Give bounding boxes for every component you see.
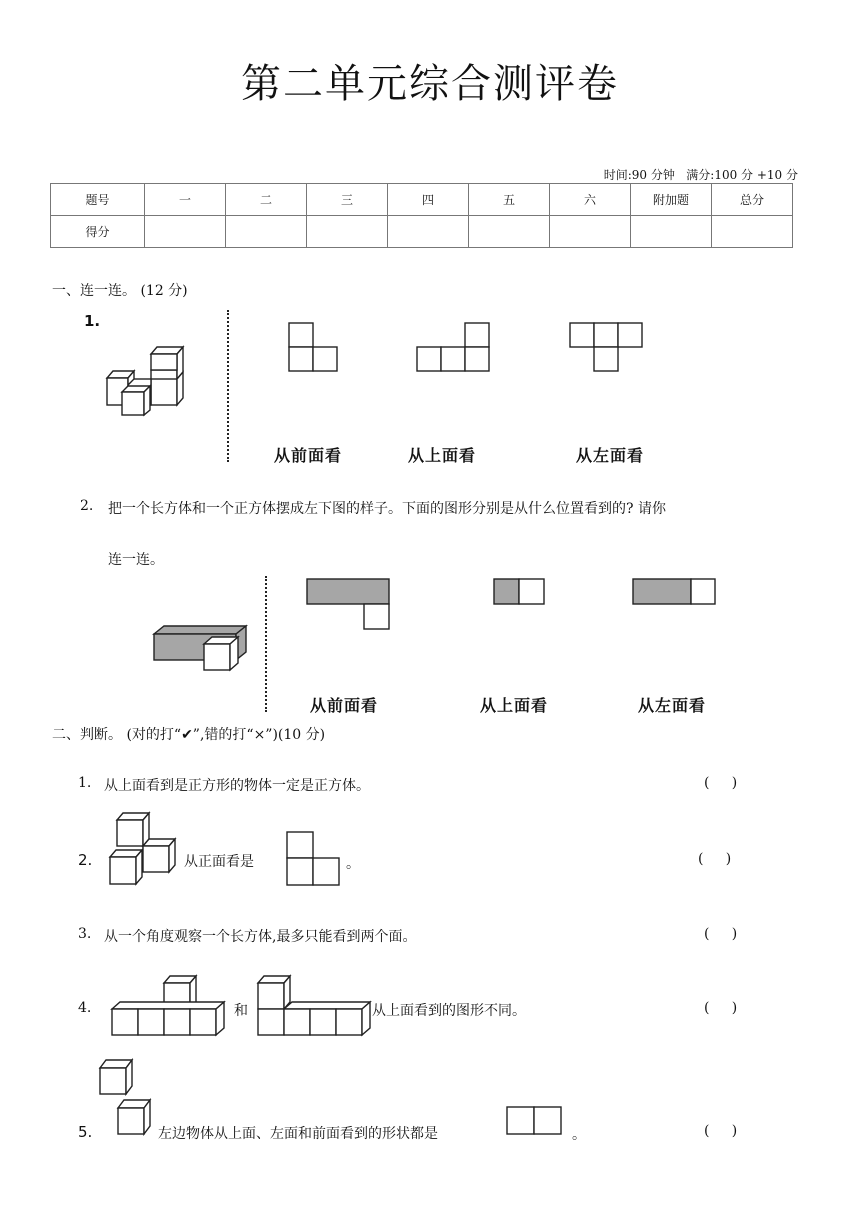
judge-item4-solid-b (256, 970, 374, 1036)
judge-item-text-end: 。 (572, 1127, 586, 1143)
q1-view-figure (288, 322, 338, 372)
judge-item-text: 从一个角度观察一个长方体,最多只能看到两个面。 (104, 929, 417, 945)
q2-view-figure (306, 578, 390, 630)
judge-item-number: 1. (78, 775, 92, 791)
answer-blank[interactable]: ( ) (704, 1000, 738, 1016)
q2-divider (265, 576, 267, 712)
q2-label-top: 从上面看 (480, 696, 549, 715)
score-header-cell: 四 (388, 184, 469, 216)
judge-item-text: 从上面看到是正方形的物体一定是正方体。 (104, 778, 370, 794)
judge-item-text-end: 。 (346, 856, 360, 872)
judge-item-number: 5. (78, 1123, 93, 1141)
judge-item-text: 从上面看到的图形不同。 (372, 1003, 526, 1019)
score-header-cell: 二 (226, 184, 307, 216)
score-header-cell: 六 (550, 184, 631, 216)
q2-text-line1: 把一个长方体和一个正方体摆成左下图的样子。下面的图形分别是从什么位置看到的? 请你 (108, 501, 666, 517)
answer-blank[interactable]: ( ) (704, 775, 738, 791)
score-header-cell: 总分 (712, 184, 793, 216)
q1-label-left: 从左面看 (576, 446, 645, 465)
judge-item4-solid-a (110, 970, 228, 1036)
q1-label-top: 从上面看 (408, 446, 477, 465)
q2-solid-figure (152, 624, 248, 674)
q2-label-left: 从左面看 (638, 696, 707, 715)
score-header-cell: 五 (469, 184, 550, 216)
judge-item2-solid (108, 806, 180, 886)
judge-item-number: 3. (78, 926, 92, 942)
score-header-row (51, 184, 793, 216)
answer-blank[interactable]: ( ) (704, 926, 738, 942)
score-row-label: 得分 (51, 216, 145, 248)
q2-text-line2: 连一连。 (108, 552, 164, 568)
q1-view-figure (416, 322, 490, 372)
judge-item5-view (506, 1106, 562, 1136)
score-input-cell[interactable] (226, 216, 307, 248)
judge-item-number: 2. (78, 851, 93, 869)
judge-item-text-mid: 和 (234, 1003, 248, 1019)
judge-item5-solid (98, 1056, 158, 1138)
q2-view-figure (632, 578, 716, 606)
exam-meta: 时间:90 分钟 满分:100 分 +10 分 (603, 168, 798, 182)
q2-number: 2. (80, 498, 94, 514)
answer-blank[interactable]: ( ) (698, 851, 732, 867)
page-title: 第二单元综合测评卷 (241, 61, 619, 107)
q1-label-front: 从前面看 (274, 446, 343, 465)
judge-item-text: 从正面看是 (184, 854, 254, 870)
section2-heading: 二、判断。 (对的打“✔”,错的打“×”)(10 分) (52, 727, 326, 743)
section1-heading: 一、连一连。 (12 分) (52, 283, 188, 299)
score-header-cell: 一 (145, 184, 226, 216)
score-header-cell: 三 (307, 184, 388, 216)
q1-view-figure (569, 322, 643, 372)
score-row (51, 216, 793, 248)
score-header-cell: 题号 (51, 184, 145, 216)
score-input-cell[interactable] (469, 216, 550, 248)
judge-item2-view (286, 831, 340, 886)
score-input-cell[interactable] (145, 216, 226, 248)
answer-blank[interactable]: ( ) (704, 1123, 738, 1139)
score-input-cell[interactable] (550, 216, 631, 248)
score-input-cell[interactable] (307, 216, 388, 248)
score-table (50, 183, 793, 248)
score-header-cell: 附加题 (631, 184, 712, 216)
q1-divider (227, 310, 229, 462)
judge-item-text: 左边物体从上面、左面和前面看到的形状都是 (158, 1126, 438, 1142)
q1-number: 1. (84, 312, 101, 330)
score-input-cell[interactable] (631, 216, 712, 248)
q2-label-front: 从前面看 (310, 696, 379, 715)
judge-item-number: 4. (78, 1000, 92, 1016)
q1-solid-figure (100, 340, 200, 422)
score-input-cell[interactable] (388, 216, 469, 248)
q2-view-figure (493, 578, 545, 606)
score-input-cell[interactable] (712, 216, 793, 248)
